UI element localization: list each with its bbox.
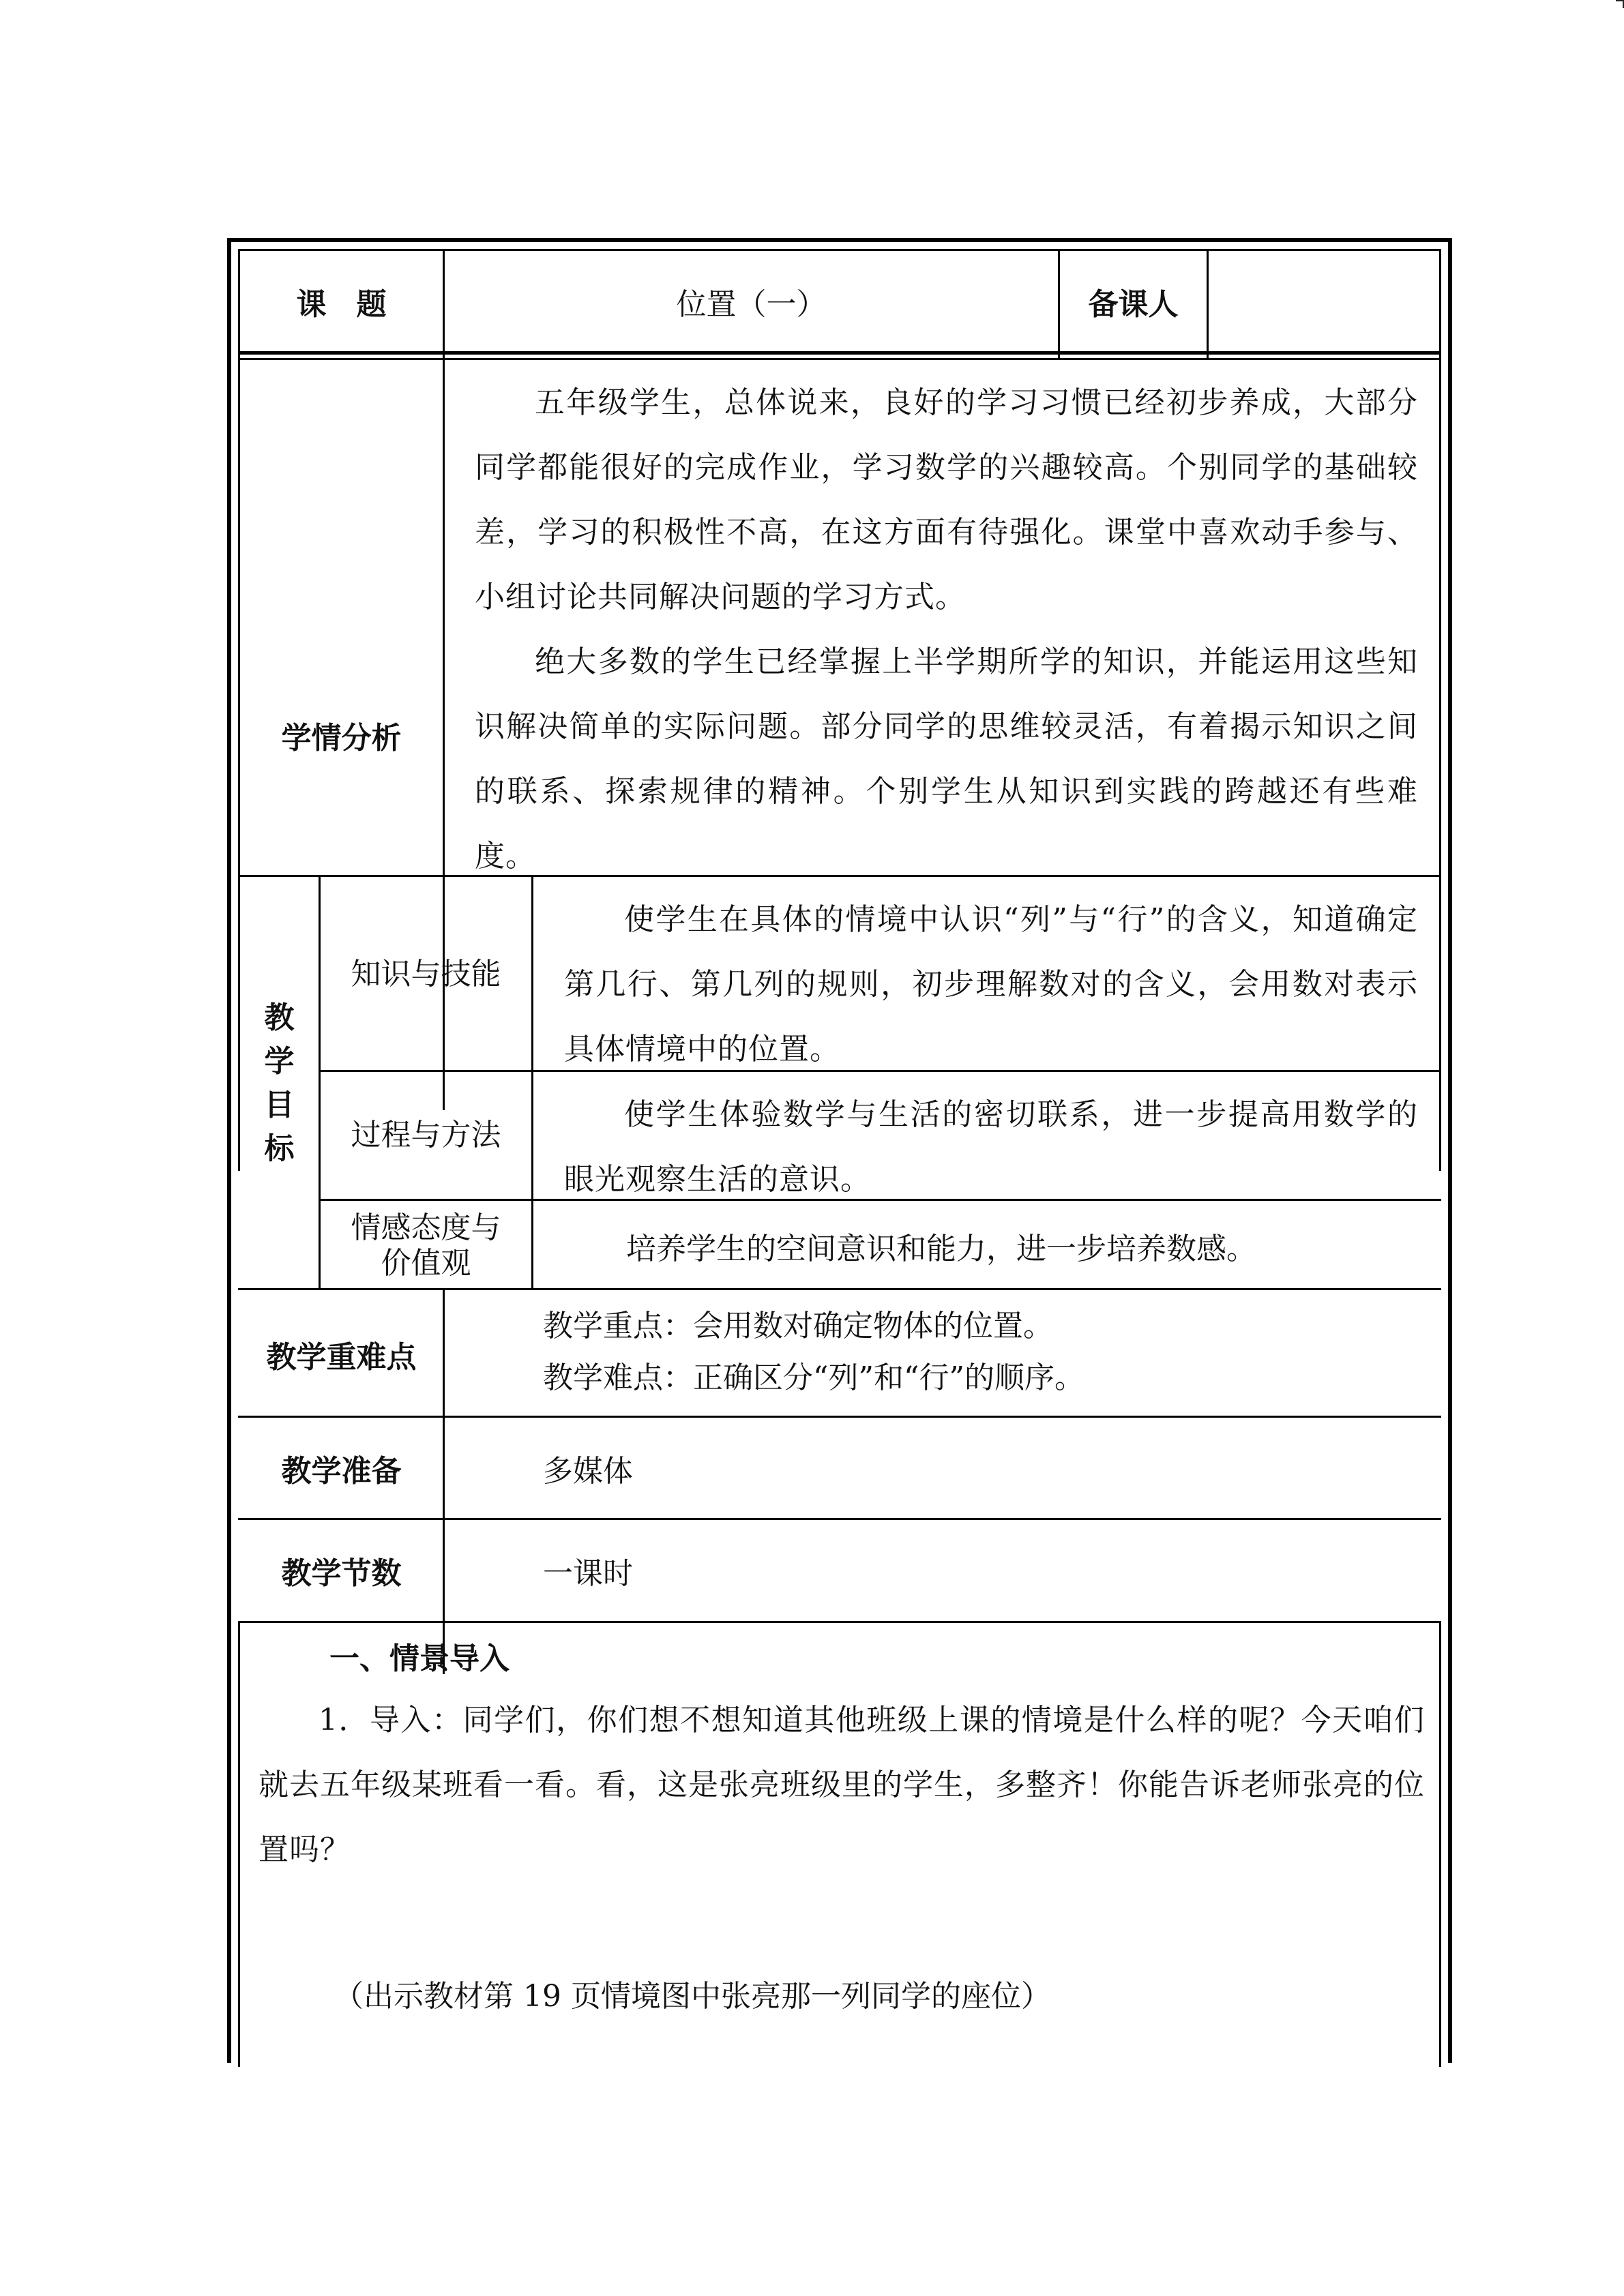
objective-name-knowledge: 知识与技能 [351, 957, 501, 992]
objectives-label-cell [240, 877, 319, 1290]
objective-process-paragraph: 使学生体验数学与生活的密切联系，进一步提高用数学的眼光观察生活的意识。 [564, 1097, 1418, 1197]
objective-knowledge-paragraph: 使学生在具体的情境中认识“列”与“行”的含义，知道确定第几行、第几列的规则，初步理解数对的含义，会用数对表示具体情境中的位置。 [564, 902, 1418, 1067]
analysis-label: 学情分析 [281, 721, 402, 756]
process-intro [259, 1688, 1425, 1882]
keypoints-text [543, 1300, 1084, 1404]
objectives-label: 教学目标 [264, 1000, 295, 1166]
preparation-value: 多媒体 [543, 1453, 633, 1489]
objective-text-attitude: 培养学生的空间意识和能力，进一步培养数感。 [626, 1231, 1256, 1266]
analysis-text [475, 370, 1418, 889]
lesson-plan-table [227, 238, 1452, 2063]
header-bottom-border [238, 351, 1441, 355]
process-heading: 一、情景导入 [329, 1641, 510, 1676]
subject-value: 位置（一） [676, 286, 827, 322]
process-right-border [1439, 1621, 1441, 2067]
periods-bottom-border [238, 1621, 1441, 1623]
author-label: 备课人 [1088, 286, 1179, 322]
objective-name-attitude [321, 1201, 531, 1290]
periods-value: 一课时 [543, 1556, 633, 1591]
analysis-paragraph-1: 五年级学生，总体说来，良好的学习习惯已经初步养成，大部分同学都能很好的完成作业，学习数学的兴趣较高。个别同学的基础较差，学习的积极性不高，在这方面有待强化。课堂中喜欢动手参与、小组讨论共同解决问题的学习方式。 [475, 385, 1418, 614]
process-note: （出示教材第 19 页情境图中张亮那一列同学的座位） [334, 1979, 1051, 2014]
author-value [1209, 251, 1439, 351]
objective-text-knowledge [564, 887, 1418, 1082]
objective-text-process [564, 1082, 1418, 1212]
lower-sep [443, 1290, 445, 1674]
inner-right-border [1439, 249, 1441, 1171]
periods-label: 教学节数 [281, 1556, 402, 1591]
analysis-paragraph-2: 绝大多数的学生已经掌握上半学期所学的知识，并能运用这些知识解决简单的实际问题。部分同学的思维较灵活，有着揭示知识之间的联系、探索规律的精神。个别学生从知识到实践的跨越还有些难度。 [475, 644, 1418, 874]
objective-attitude-line2: 价值观 [381, 1245, 471, 1281]
objective-name-process: 过程与方法 [351, 1118, 501, 1152]
keypoints-label: 教学重难点 [266, 1339, 417, 1375]
objective-attitude-line1: 情感态度与 [351, 1210, 501, 1245]
subject-label: 课 题 [296, 286, 387, 322]
process-left-border [238, 1621, 240, 2067]
page-corner-mark [1616, 0, 1624, 8]
preparation-label: 教学准备 [281, 1453, 402, 1489]
keypoint-focus: 教学重点：会用数对确定物体的位置。 [543, 1309, 1053, 1343]
process-intro-paragraph: 1．导入：同学们，你们想不想知道其他班级上课的情境是什么样的呢？今天咱们就去五年级某班看一看。看，这是张亮班级里的学生，多整齐！你能告诉老师张亮的位置吗？ [259, 1703, 1425, 1867]
keypoint-difficulty: 教学难点：正确区分“列”和“行”的顺序。 [543, 1360, 1084, 1395]
